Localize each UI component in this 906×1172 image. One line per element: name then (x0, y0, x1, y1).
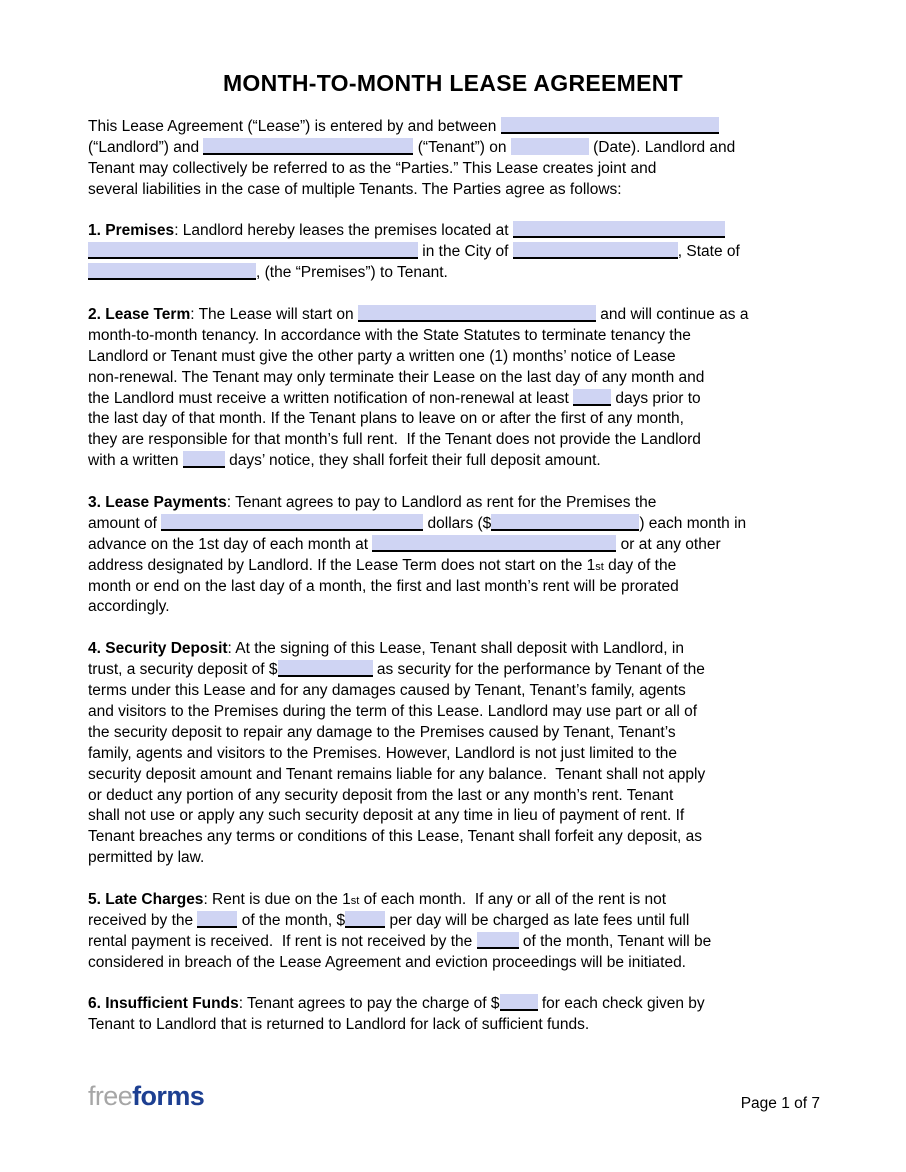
text-run: days prior to (611, 389, 701, 407)
blank-field[interactable] (513, 221, 725, 238)
text-line (88, 827, 833, 848)
blank-field[interactable] (358, 305, 596, 322)
text-run: of each month. If any or all of the rent is not (359, 890, 667, 908)
section-heading: 4. Security Deposit (88, 640, 228, 658)
text-run: advance on the 1st day of each month at (88, 535, 373, 553)
text-run: day of the (603, 556, 677, 574)
text-run: considered in breach of the Lease Agreement and eviction proceedings will be initiated. (88, 953, 686, 971)
text-run: security deposit amount and Tenant remains liable for any balance. Tenant shall not apply (88, 765, 706, 783)
ordinal-suffix: st (595, 560, 604, 573)
text-run: Tenant may collectively be referred to as the “Parties.” This Lease creates joint and (88, 159, 657, 177)
section-heading: 5. Late Charges (88, 890, 204, 908)
text-line (88, 117, 833, 138)
text-line (88, 639, 833, 660)
blank-field[interactable] (278, 660, 373, 677)
ordinal-suffix: st (350, 894, 360, 907)
blank-field[interactable] (491, 514, 639, 531)
text-line (88, 723, 833, 744)
text-line (88, 786, 833, 807)
text-line (88, 535, 833, 556)
blank-field[interactable] (573, 389, 611, 406)
text-run: , State of (677, 243, 740, 261)
text-line (88, 890, 833, 911)
document-title: MONTH-TO-MONTH LEASE AGREEMENT (222, 70, 684, 96)
text-line (88, 242, 833, 263)
blank-field[interactable] (501, 117, 719, 134)
text-line (88, 159, 833, 180)
logo-text-free: free (88, 1081, 133, 1111)
text-line (88, 180, 833, 201)
text-run: accordingly. (88, 598, 170, 616)
paragraph-intro (88, 117, 833, 201)
text-line (88, 597, 833, 618)
text-line (88, 430, 833, 451)
text-line (88, 514, 833, 535)
text-run: dollars ($ (423, 514, 492, 532)
text-run: month-to-month tenancy. In accordance with the State Statutes to terminate tenancy the (88, 326, 691, 344)
text-run: ) each month in (639, 514, 747, 532)
text-line (88, 660, 833, 681)
text-line (88, 493, 833, 514)
section-heading: 1. Premises (88, 222, 175, 240)
text-run: : Tenant agrees to pay the charge of $ (238, 995, 500, 1013)
text-run: : The Lease will start on (190, 306, 358, 324)
paragraph-section-1-premises (88, 221, 833, 284)
paragraph-section-6-insufficient-funds (88, 994, 833, 1036)
text-line (88, 138, 833, 159)
blank-field[interactable] (477, 932, 519, 949)
text-run: the security deposit to repair any damage to the Premises caused by Tenant, Tenant’s (88, 723, 676, 741)
text-run: Landlord or Tenant must give the other party a written one (1) months’ notice of Lease (88, 347, 676, 365)
text-run: for each check given by (537, 995, 705, 1013)
text-line (88, 806, 833, 827)
blank-field[interactable] (88, 242, 418, 259)
text-line (88, 368, 833, 389)
text-run: Tenant to Landlord that is returned to Landlord for lack of sufficient funds. (88, 1016, 590, 1034)
text-line (88, 911, 833, 932)
text-run: several liabilities in the case of multiple Tenants. The Parties agree as follows: (88, 180, 622, 198)
text-line (88, 932, 833, 953)
text-line (88, 556, 833, 577)
text-line (88, 347, 833, 368)
text-run: of the month, Tenant will be (518, 932, 712, 950)
section-heading: 2. Lease Term (88, 306, 191, 324)
text-line (88, 953, 833, 974)
text-line (88, 994, 833, 1015)
text-line (88, 263, 833, 284)
text-line (88, 681, 833, 702)
text-line (88, 305, 833, 326)
blank-field[interactable] (183, 451, 225, 468)
text-run: of the month, $ (237, 911, 346, 929)
text-run: as security for the performance by Tenant of the (372, 661, 705, 679)
text-run: address designated by Landlord. If the Lease Term does not start on the 1 (88, 556, 596, 574)
text-run: This Lease Agreement (“Lease”) is entered by and between (88, 118, 501, 135)
text-run: they are responsible for that month’s full rent. If the Tenant does not provide the Landlord (88, 431, 701, 449)
text-run: (Date). Landlord and (588, 138, 736, 156)
text-run: , (the “Premises”) to Tenant. (256, 264, 448, 282)
text-line (88, 702, 833, 723)
text-line (88, 389, 833, 410)
text-run: per day will be charged as late fees until full (385, 911, 690, 929)
text-line (88, 577, 833, 598)
text-run: or deduct any portion of any security deposit from the last or any month’s rent. Tenant (88, 786, 674, 804)
text-run: amount of (88, 514, 162, 532)
text-line (88, 765, 833, 786)
text-run: received by the (88, 911, 198, 929)
section-heading: 6. Insufficient Funds (88, 995, 239, 1013)
text-line (88, 409, 833, 430)
text-run: : Landlord hereby leases the premises located at (174, 222, 513, 240)
text-run: : Tenant agrees to pay to Landlord as rent for the Premises the (226, 494, 657, 512)
blank-field[interactable] (345, 911, 385, 928)
text-run: Tenant breaches any terms or conditions of this Lease, Tenant shall forfeit any deposit, as (88, 828, 703, 846)
blank-field[interactable] (513, 242, 678, 259)
text-line (88, 451, 833, 472)
text-line (88, 848, 833, 869)
text-run: the Landlord must receive a written notification of non-renewal at least (88, 389, 574, 407)
section-heading: 3. Lease Payments (88, 494, 227, 512)
blank-field[interactable] (88, 263, 256, 280)
text-run: and visitors to the Premises during the term of this Lease. Landlord may use part or all of (88, 702, 698, 720)
text-run: (“Landlord”) and (88, 138, 204, 156)
blank-field[interactable] (500, 994, 538, 1011)
text-run: : Rent is due on the 1 (203, 890, 351, 908)
text-run: family, agents and visitors to the Premises. However, Landlord is not just limited to the (88, 744, 677, 762)
text-line (88, 1015, 833, 1036)
blank-field[interactable] (197, 911, 237, 928)
text-run: month or end on the last day of a month, the first and last month’s rent will be prorated (88, 577, 679, 595)
paragraph-section-4-security-deposit (88, 639, 833, 869)
logo-text-forms: forms (132, 1081, 205, 1111)
paragraph-section-2-lease-term (88, 305, 833, 472)
blank-field[interactable] (511, 138, 589, 155)
blank-field[interactable] (372, 535, 616, 552)
text-line (88, 221, 833, 242)
freeforms-logo (88, 1081, 204, 1112)
text-run: permitted by law. (88, 849, 205, 867)
blank-field[interactable] (203, 138, 413, 155)
document-content (88, 117, 833, 1057)
text-run: non-renewal. The Tenant may only terminate their Lease on the last day of any month and (88, 368, 705, 386)
text-run: days’ notice, they shall forfeit their full deposit amount. (224, 452, 601, 470)
text-run: shall not use or apply any such security deposit at any time in lieu of payment of rent. If (88, 807, 685, 825)
text-run: (“Tenant”) on (413, 138, 511, 156)
text-run: and will continue as a (595, 306, 749, 324)
paragraph-section-5-late-charges (88, 890, 833, 974)
text-run: trust, a security deposit of $ (88, 661, 278, 679)
text-run: the last day of that month. If the Tenant plans to leave on or after the first of any month, (88, 410, 684, 428)
blank-field[interactable] (161, 514, 423, 531)
text-run: or at any other (616, 535, 721, 553)
text-run: rental payment is received. If rent is not received by the (88, 932, 477, 950)
text-run: terms under this Lease and for any damages caused by Tenant, Tenant’s family, agents (88, 682, 686, 700)
text-line (88, 326, 833, 347)
paragraph-section-3-lease-payments (88, 493, 833, 618)
text-run: : At the signing of this Lease, Tenant shall deposit with Landlord, in (227, 640, 684, 658)
page-number: Page 1 of 7 (740, 1095, 820, 1112)
text-run: in the City of (418, 243, 513, 261)
text-line (88, 744, 833, 765)
text-run: with a written (88, 452, 183, 470)
